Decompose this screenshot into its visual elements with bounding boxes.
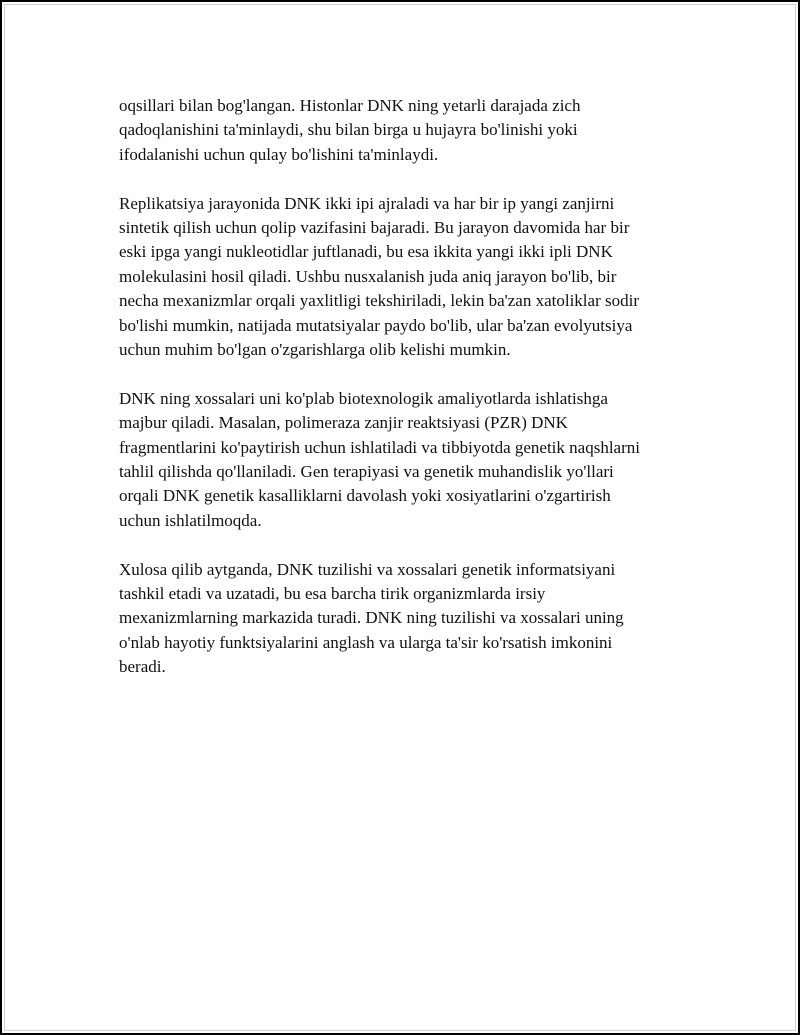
text-line: tashkil etadi va uzatadi, bu esa barcha tirik organizmlarda irsiy — [119, 584, 546, 604]
paragraph-conclusion — [119, 558, 704, 680]
text-line: beradi. — [119, 657, 166, 677]
text-line: Xulosa qilib aytganda, DNK tuzilishi va xossalari genetik informatsiyani — [119, 559, 616, 579]
paragraph-biotechnology — [119, 387, 704, 533]
document-body — [119, 94, 704, 704]
text-line: sintetik qilish uchun qolip vazifasini bajaradi. Bu jarayon davomida har bir — [119, 218, 630, 238]
text-line: DNK ning xossalari uni ko'plab biotexnologik amaliyotlarda ishlatishga — [119, 388, 608, 408]
text-line: fragmentlarini ko'paytirish uchun ishlatiladi va tibbiyotda genetik naqshlarni — [119, 437, 640, 457]
text-line: tahlil qilishda qo'llaniladi. Gen terapiyasi va genetik muhandislik yo'llari — [119, 462, 614, 482]
text-line: uchun ishlatilmoqda. — [119, 510, 262, 530]
text-line: o'nlab hayotiy funktsiyalarini anglash va ularga ta'sir ko'rsatish imkonini — [119, 632, 613, 652]
text-line: qadoqlanishini ta'minlaydi, shu bilan birga u hujayra bo'linishi yoki — [119, 120, 578, 140]
text-line: Replikatsiya jarayonida DNK ikki ipi ajraladi va har bir ip yangi zanjirni — [119, 193, 615, 213]
paragraph-replication — [119, 192, 704, 363]
text-line: molekulasini hosil qiladi. Ushbu nusxalanish juda aniq jarayon bo'lib, bir — [119, 266, 617, 286]
text-line: oqsillari bilan bog'langan. Histonlar DNK ning yetarli darajada zich — [119, 96, 581, 115]
text-line: bo'lishi mumkin, natijada mutatsiyalar paydo bo'lib, ular ba'zan evolyutsiya — [119, 315, 633, 335]
text-line: orqali DNK genetik kasalliklarni davolash yoki xosiyatlarini o'zgartirish — [119, 486, 611, 506]
text-line: necha mexanizmlar orqali yaxlitligi tekshiriladi, lekin ba'zan xatoliklar sodir — [119, 291, 639, 311]
text-line: eski ipga yangi nukleotidlar juftlanadi, bu esa ikkita yangi ikki ipli DNK — [119, 242, 613, 262]
text-line: mexanizmlarning markazida turadi. DNK ning tuzilishi va xossalari uning — [119, 608, 624, 628]
text-line: ifodalanishi uchun qulay bo'lishini ta'minlaydi. — [119, 144, 439, 164]
text-line: uchun muhim bo'lgan o'zgarishlarga olib kelishi mumkin. — [119, 340, 511, 360]
paragraph-histones — [119, 94, 704, 167]
text-line: majbur qiladi. Masalan, polimeraza zanjir reaktsiyasi (PZR) DNK — [119, 413, 568, 433]
